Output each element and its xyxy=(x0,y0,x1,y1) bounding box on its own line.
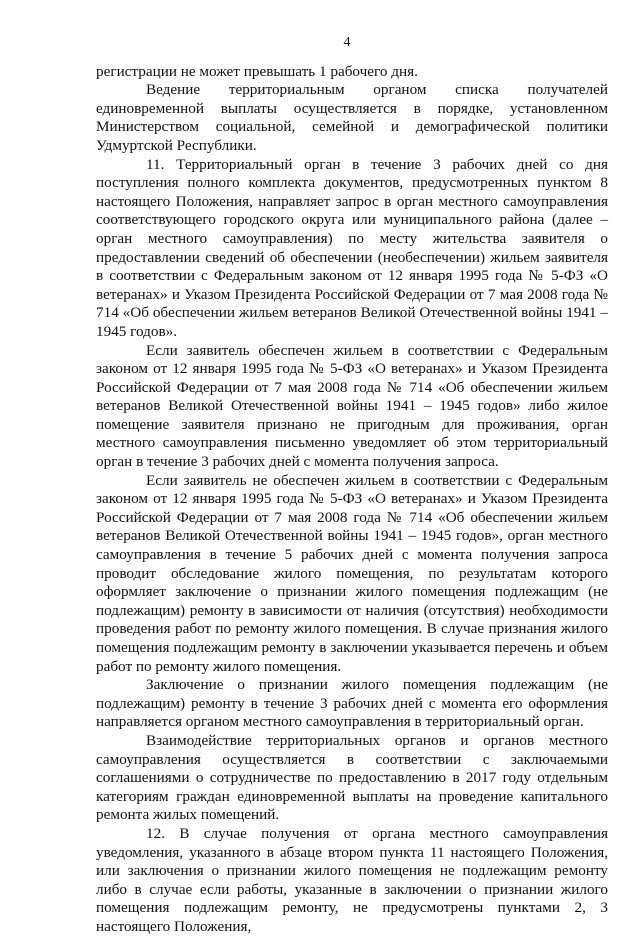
paragraph-5: Если заявитель не обеспечен жильем в соответствии с Федеральным законом от 12 января 1995 года № 5-ФЗ «О ветеранах» и Указом Президента Российской Федерации от 7 мая 2008 года № 714 «Об обеспечении жильем ветеранов Великой Отечественной войны 1941 – 1945 годов», орган местного самоуправления в течение 5 рабочих дней с момента получения запроса проводит обследование жилого помещения, по результатам которого оформляет заключение о признании жилого помещения подлежащим (не подлежащим) ремонту в зависимости от наличия (отсутствия) необходимости проведения работ по ремонту жилого помещения. В случае признания жилого помещения подлежащим ремонту в заключении указывается перечень и объем работ по ремонту жилого помещения. xyxy=(96,471,608,675)
paragraph-1: регистрации не может превышать 1 рабочего дня. xyxy=(96,62,418,80)
paragraph-7: Взаимодействие территориальных органов и органов местного самоуправления осуществляется в соответствии с заключаемыми соглашениями о сотрудничестве по предоставлению в 2017 году отдельным категориям граждан единовременной выплаты на проведение капитального ремонта жилых помещений. xyxy=(96,731,608,824)
paragraph-2: Ведение территориальным органом списка получателей единовременной выплаты осуществляется в порядке, установленном Министерством социальной, семейной и демографической политики Удмуртской Республики. xyxy=(96,81,608,154)
paragraph-4: Если заявитель обеспечен жильем в соответствии с Федеральным законом от 12 января 1995 года № 5-ФЗ «О ветеранах» и Указом Президента Российской Федерации от 7 мая 2008 года № 714 «Об обеспечении жильем ветеранов Великой Отечественной войны 1941 – 1945 годов» либо жилое помещение заявителя признано не пригодным для проживания, орган местного самоуправления письменно уведомляет об этом территориальный орган в течение 3 рабочих дней с момента получения запроса. xyxy=(96,341,608,471)
page-number: 4 xyxy=(343,35,351,50)
paragraph-3: 11. Территориальный орган в течение 3 рабочих дней со дня поступления полного комплекта документов, предусмотренных пунктом 8 настоящего Положения, направляет запрос в орган местного самоуправления соответствующего городского округа или муниципального района (далее – орган местного самоуправления) по месту жительства заявителя о предоставлении сведений об обеспечении (необеспечении) жильем заявителя в соответствии с Федеральным законом от 12 января 1995 года № 5-ФЗ «О ветеранах» и Указом Президента Российской Федерации от 7 мая 2008 года № 714 «Об обеспечении жильем ветеранов Великой Отечественной войны 1941 – 1945 годов». xyxy=(96,155,608,340)
paragraph-6: Заключение о признании жилого помещения подлежащим (не подлежащим) ремонту в течение 3 рабочих дней с момента его оформления направляется органом местного самоуправления в территориальный орган. xyxy=(96,676,608,731)
paragraph-8: 12. В случае получения от органа местного самоуправления уведомления, указанного в абзаце втором пункта 11 настоящего Положения, или заключения о признании жилого помещения не подлежащим ремонту либо в случае если работы, указанные в заключении о признании жилого помещения подлежащим ремонту, не предусмотрены пунктами 2, 3 настоящего Положения, xyxy=(96,824,608,935)
